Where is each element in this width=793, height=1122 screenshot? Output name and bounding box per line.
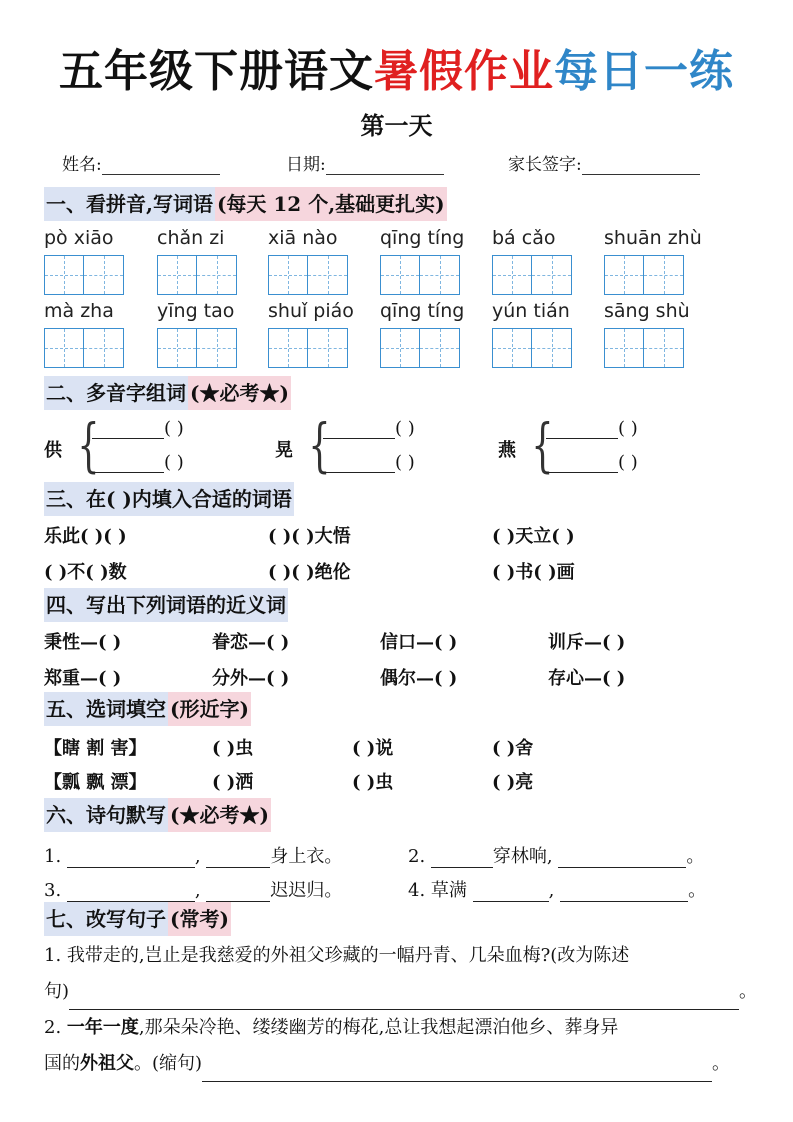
blank-line[interactable] (546, 452, 618, 473)
title-part-daily: 每日一练 (554, 46, 734, 97)
writing-boxes[interactable] (268, 328, 348, 368)
comma: , (194, 846, 201, 867)
idiom-item[interactable]: ( )书( )画 (492, 562, 575, 583)
pinyin-text: yīng tao (157, 300, 235, 322)
fill-item[interactable]: ( )舍 (492, 738, 534, 759)
writing-boxes[interactable] (604, 255, 684, 295)
idiom-item[interactable]: ( )天立( ) (492, 526, 575, 547)
fill-item[interactable]: ( )亮 (492, 772, 534, 793)
date-label: 日期: (286, 155, 326, 175)
brace-icon: { (308, 411, 331, 479)
paren-blank[interactable]: ( ) (618, 418, 638, 439)
section6-title: 六、诗句默写 (44, 798, 168, 832)
question-text: 1. 我带走的,岂止是我慈爱的外祖父珍藏的一幅丹青、几朵血梅?(改为陈述 (44, 945, 630, 966)
polyphone-char: 晃 (275, 440, 293, 461)
writing-boxes[interactable] (380, 328, 460, 368)
rewrite-question-1 (44, 938, 758, 1010)
synonym-item[interactable]: 分外—( ) (212, 668, 290, 689)
question-text: 。(缩句) (134, 1053, 203, 1074)
blank-line[interactable] (67, 881, 195, 902)
poem-number: 4. 草满 (408, 880, 467, 901)
blank-line[interactable] (323, 418, 395, 439)
section5-note: (形近字) (168, 692, 251, 726)
section5-title: 五、选词填空 (44, 692, 168, 726)
poem-text: 身上衣。 (270, 846, 343, 867)
blank-line[interactable] (546, 418, 618, 439)
date-blank[interactable] (326, 156, 444, 175)
blank-line[interactable] (92, 452, 164, 473)
pinyin-text: mà zha (44, 300, 114, 322)
blank-line[interactable] (558, 847, 686, 868)
pinyin-text: chǎn zi (157, 227, 225, 249)
section1-note: (每天 12 个,基础更扎实) (215, 187, 447, 221)
question-text: ,那朵朵冷艳、缕缕幽芳的梅花,总让我想起漂泊他乡、葬身异 (138, 1017, 619, 1038)
pinyin-item (44, 225, 114, 251)
fill-item[interactable]: ( )虫 (352, 772, 394, 793)
idiom-item[interactable]: ( )不( )数 (44, 562, 127, 583)
polyphone-char: 燕 (498, 440, 516, 461)
synonym-item[interactable]: 信口—( ) (380, 632, 458, 653)
paren-blank[interactable]: ( ) (164, 452, 184, 473)
answer-line[interactable] (69, 989, 739, 1010)
blank-line[interactable] (67, 847, 195, 868)
poem-line (408, 842, 704, 868)
pinyin-item (492, 298, 570, 324)
writing-boxes[interactable] (157, 328, 237, 368)
page-title (0, 42, 793, 102)
char-group: 【瓢 飘 漂】 (44, 772, 147, 793)
pinyin-item (604, 298, 690, 324)
synonym-item[interactable]: 郑重—( ) (44, 668, 122, 689)
polyphone-group (498, 411, 698, 479)
title-part-grade: 五年级下册语文 (59, 46, 374, 97)
poem-line (408, 876, 706, 902)
pinyin-item (157, 225, 224, 251)
paren-blank[interactable]: ( ) (618, 452, 638, 473)
pinyin-text: xiā nào (268, 227, 338, 249)
comma: , (194, 880, 201, 901)
poem-number: 2. (408, 846, 426, 867)
writing-boxes[interactable] (604, 328, 684, 368)
paren-blank[interactable]: ( ) (395, 418, 415, 439)
pinyin-item (268, 298, 354, 324)
answer-line[interactable] (202, 1061, 712, 1082)
blank-line[interactable] (560, 881, 688, 902)
section7-note: (常考) (168, 902, 231, 936)
fill-item[interactable]: ( )洒 (212, 772, 254, 793)
question-text: 国的 (44, 1053, 80, 1074)
pinyin-item (492, 225, 555, 251)
date-field[interactable] (286, 150, 444, 175)
pinyin-item (380, 298, 464, 324)
writing-boxes[interactable] (157, 255, 237, 295)
pinyin-text: qīng tíng (380, 300, 465, 322)
blank-line[interactable] (206, 847, 270, 868)
polyphone-group (275, 411, 475, 479)
writing-boxes[interactable] (380, 255, 460, 295)
pinyin-text: sāng shù (604, 300, 690, 322)
blank-line[interactable] (473, 881, 549, 902)
polyphone-char: 供 (44, 440, 62, 461)
question-number: 2. (44, 1017, 62, 1038)
name-blank[interactable] (102, 156, 220, 175)
line-end: 。 (712, 1053, 731, 1074)
section1-title: 一、看拼音,写词语 (44, 187, 215, 221)
title-part-homework: 暑假作业 (374, 46, 554, 97)
brace-icon: { (531, 411, 554, 479)
section2-heading (44, 376, 291, 410)
name-field[interactable] (62, 150, 220, 175)
synonym-item[interactable]: 存心—( ) (548, 668, 626, 689)
blank-line[interactable] (206, 881, 270, 902)
question-keyword: 外祖父 (80, 1053, 134, 1074)
poem-end: 。 (688, 880, 707, 901)
pinyin-item (380, 225, 464, 251)
line-end: 。 (739, 981, 758, 1002)
section3-heading (44, 482, 294, 516)
section7-heading (44, 902, 231, 936)
section3-title: 三、在( )内填入合适的词语 (44, 482, 294, 516)
section4-heading (44, 588, 288, 622)
synonym-item[interactable]: 偶尔—( ) (380, 668, 458, 689)
poem-end: 。 (686, 846, 705, 867)
comma: , (548, 880, 555, 901)
writing-boxes[interactable] (44, 255, 124, 295)
section1-heading (44, 187, 447, 221)
section6-heading (44, 798, 271, 832)
pinyin-text: shuǐ piáo (268, 300, 354, 322)
idiom-item[interactable]: 乐此( )( ) (44, 526, 127, 547)
paren-blank[interactable]: ( ) (164, 418, 184, 439)
day-subtitle: 第一天 (360, 111, 433, 140)
section6-note: (★必考★) (168, 798, 271, 832)
sign-field[interactable] (508, 150, 700, 175)
writing-boxes[interactable] (268, 255, 348, 295)
poem-line (44, 842, 342, 868)
blank-line[interactable] (92, 418, 164, 439)
section2-title: 二、多音字组词 (44, 376, 188, 410)
pinyin-text: shuān zhù (604, 227, 702, 249)
pinyin-item (268, 225, 338, 251)
idiom-item[interactable]: ( )( )绝伦 (268, 562, 351, 583)
fill-item[interactable]: ( )说 (352, 738, 394, 759)
pinyin-text: yún tián (492, 300, 570, 322)
poem-text: 穿林响, (492, 846, 553, 867)
poem-number: 3. (44, 880, 62, 901)
pinyin-item (604, 225, 702, 251)
pinyin-text: bá cǎo (492, 227, 556, 249)
sign-label: 家长签字: (508, 155, 582, 175)
synonym-item[interactable]: 秉性—( ) (44, 632, 122, 653)
pinyin-item (44, 298, 114, 324)
paren-blank[interactable]: ( ) (395, 452, 415, 473)
section7-title: 七、改写句子 (44, 902, 168, 936)
idiom-item[interactable]: ( )( )大悟 (268, 526, 351, 547)
section2-note: (★必考★) (188, 376, 291, 410)
fill-item[interactable]: ( )虫 (212, 738, 254, 759)
rewrite-question-2 (44, 1010, 754, 1082)
section5-heading (44, 692, 251, 726)
section4-title: 四、写出下列词语的近义词 (44, 588, 288, 622)
blank-line[interactable] (431, 847, 493, 868)
synonym-item[interactable]: 训斥—( ) (548, 632, 626, 653)
writing-boxes[interactable] (492, 255, 572, 295)
pinyin-item (157, 298, 234, 324)
writing-boxes[interactable] (492, 328, 572, 368)
char-group: 【瞎 割 害】 (44, 738, 147, 759)
poem-number: 1. (44, 846, 62, 867)
pinyin-text: pò xiāo (44, 227, 114, 249)
blank-line[interactable] (323, 452, 395, 473)
poem-text: 迟迟归。 (270, 880, 343, 901)
poem-line (44, 876, 342, 902)
question-text: 句) (44, 981, 70, 1002)
sign-blank[interactable] (582, 156, 700, 175)
brace-icon: { (77, 411, 100, 479)
synonym-item[interactable]: 眷恋—( ) (212, 632, 290, 653)
name-label: 姓名: (62, 155, 102, 175)
writing-boxes[interactable] (44, 328, 124, 368)
question-keyword: 一年一度 (66, 1017, 139, 1038)
pinyin-text: qīng tíng (380, 227, 465, 249)
polyphone-group (44, 411, 244, 479)
